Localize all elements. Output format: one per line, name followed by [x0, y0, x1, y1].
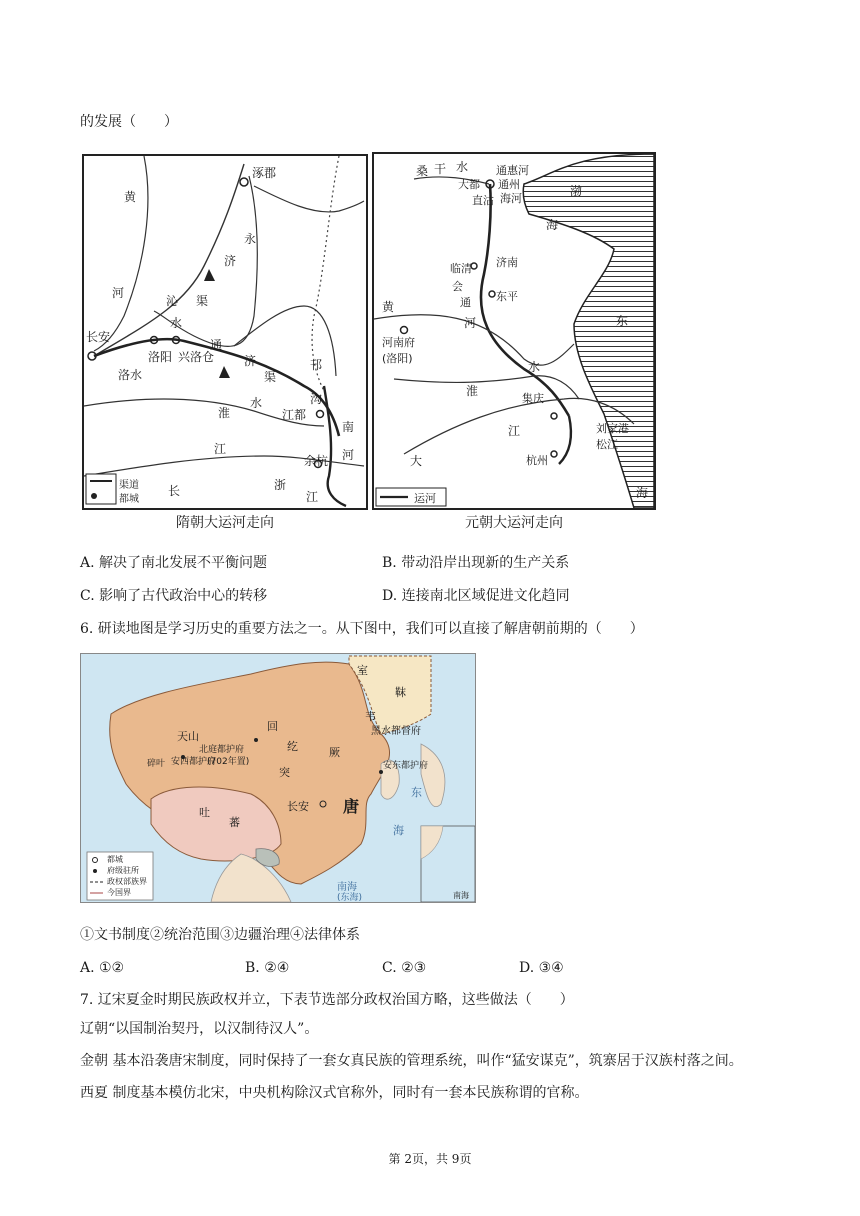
sui-canal-map — [82, 154, 368, 510]
yuan-canal-map — [372, 152, 656, 510]
map-label: 通州 — [498, 178, 520, 191]
q7-stem: 7. 辽宋夏金时期民族政权并立，下表节选部分政权治国方略，这些做法（ ） — [80, 992, 574, 1008]
tang-label: 室 — [357, 664, 368, 677]
tang-label: 天山 — [177, 730, 199, 743]
legend-capital: 都城 — [119, 494, 139, 505]
tang-label: 黑水都督府 — [371, 726, 421, 737]
yuan-map-caption: 元朝大运河走向 — [465, 515, 563, 531]
legend-prefecture: 府级驻所 — [107, 866, 139, 875]
tang-label: 韦 — [365, 710, 376, 723]
map-label: (洛阳) — [382, 352, 413, 365]
map-label: 水 — [456, 160, 469, 174]
map-label: 海 — [636, 486, 649, 500]
tang-label: 蕃 — [229, 816, 240, 829]
map-label: 黄 — [382, 300, 395, 314]
map-label: 通 — [460, 296, 471, 309]
legend-capital: 都城 — [107, 855, 123, 864]
map-label: 桑 — [416, 164, 429, 178]
q7-row-jin: 金朝 基本沿袭唐宋制度，同时保持了一套女真民族的管理系统，叫作“猛安谋克”，筑寨居于汉族村落之间。 — [80, 1053, 743, 1069]
tang-label: 吐 — [199, 806, 210, 819]
tang-label: 东 — [411, 786, 422, 799]
map-label: 通 — [210, 338, 223, 352]
map-label: 水 — [250, 396, 263, 410]
map-label: 江 — [306, 490, 319, 504]
map-label: 海 — [546, 218, 559, 232]
tang-map — [80, 653, 476, 903]
tang-label: 碎叶 — [147, 759, 166, 769]
map-label: 长安 — [86, 330, 111, 344]
map-label: 刘家港 — [596, 422, 629, 435]
map-label: 渤 — [570, 184, 583, 198]
map-label: 洛阳 — [148, 350, 173, 364]
map-label: 水 — [528, 360, 541, 374]
map-label: 淮 — [466, 384, 479, 398]
map-label: 河 — [464, 316, 477, 330]
page-footer: 第 2页，共 9页 — [388, 1152, 472, 1166]
q5-option-a: A. 解决了南北发展不平衡问题 — [80, 555, 268, 571]
legend-canal: 运河 — [414, 492, 436, 505]
map-label: 浙 — [274, 478, 287, 492]
map-label: 河 — [342, 448, 355, 462]
q6-option-c: C. ②③ — [382, 960, 427, 976]
map-label: 杭州 — [526, 454, 548, 467]
legend-canal: 渠道 — [119, 480, 139, 491]
map-label: 通惠河 — [496, 164, 529, 177]
tang-label: (702年置) — [207, 757, 250, 767]
map-label: 临清 — [450, 262, 472, 275]
tang-label: 南海 — [337, 882, 357, 893]
tang-label: 安东都护府 — [383, 761, 429, 771]
map-label: 集庆 — [522, 392, 544, 405]
map-label: 江 — [214, 442, 227, 456]
map-label: 河南府 — [382, 336, 415, 349]
map-label: 干 — [434, 162, 447, 176]
tang-label: 突 — [279, 766, 290, 779]
tang-map-drawing — [81, 654, 475, 902]
map-label: 永 — [244, 232, 257, 246]
tang-label: 北庭都护府 — [199, 745, 245, 755]
tang-label: 海 — [393, 824, 404, 837]
question-continuation: 的发展（ ） — [80, 114, 178, 130]
map-label: 余杭 — [304, 454, 329, 468]
q6-option-b: B. ②④ — [245, 960, 290, 976]
map-label: 大 — [410, 454, 423, 468]
q5-option-c: C. 影响了古代政治中心的转移 — [80, 588, 268, 604]
map-label: 沟 — [310, 392, 323, 406]
map-label: 南 — [342, 420, 355, 434]
map-label: 江 — [508, 424, 521, 438]
tang-label: 安西都护府 — [171, 757, 217, 767]
map-label: 济 — [244, 354, 257, 368]
map-label: 大都 — [458, 178, 480, 191]
q6-option-d: D. ③④ — [519, 960, 564, 976]
map-label: 兴洛仓 — [178, 350, 215, 364]
map-label: 沁 — [166, 294, 179, 308]
map-label: 东 — [616, 314, 629, 328]
tang-label: 长安 — [287, 800, 309, 813]
tang-label: (东海) — [337, 893, 363, 903]
q5-option-b: B. 带动沿岸出现新的生产关系 — [382, 555, 570, 571]
map-label: 松江 — [596, 438, 618, 451]
q6-option-a: A. ①② — [80, 960, 125, 976]
legend-regime-border: 政权部族界 — [107, 877, 147, 886]
map-label: 济 — [224, 254, 237, 268]
map-label: 海河 — [500, 192, 522, 205]
legend-modern-border: 今国界 — [107, 888, 131, 897]
q7-row-xixia: 西夏 制度基本模仿北宋，中央机构除汉式官称外，同时有一套本民族称谓的官称。 — [80, 1085, 589, 1101]
map-label: 黄 — [124, 190, 137, 204]
map-label: 水 — [170, 316, 183, 330]
q6-stem: 6. 研读地图是学习历史的重要方法之一。从下图中，我们可以直接了解唐朝前期的（ ） — [80, 621, 644, 637]
q6-statements: ①文书制度②统治范围③边疆治理④法律体系 — [80, 927, 360, 943]
map-label: 直沽 — [472, 194, 494, 207]
map-label: 会 — [452, 280, 463, 293]
map-label: 涿郡 — [252, 166, 277, 180]
map-label: 淮 — [218, 406, 231, 420]
map-label: 洛水 — [118, 368, 143, 382]
map-label: 渠 — [196, 294, 209, 308]
map-label: 邗 — [310, 358, 323, 372]
q7-row-liao: 辽朝“以国制治契丹，以汉制待汉人”。 — [80, 1021, 319, 1037]
tang-label: 厥 — [329, 746, 340, 759]
q5-option-d: D. 连接南北区域促进文化趋同 — [382, 588, 570, 604]
map-label: 东平 — [496, 290, 518, 303]
tang-label: 纥 — [287, 740, 298, 753]
map-label: 江都 — [282, 408, 307, 422]
sui-map-caption: 隋朝大运河走向 — [176, 515, 274, 531]
map-label: 渠 — [264, 370, 277, 384]
map-label: 河 — [112, 286, 125, 300]
tang-label: 回 — [267, 720, 278, 733]
tang-label: 靺 — [395, 686, 406, 699]
map-label: 济南 — [496, 256, 518, 269]
tang-label: 唐 — [343, 797, 360, 816]
inset-label: 南海 — [453, 891, 469, 900]
map-label: 长 — [168, 484, 181, 498]
